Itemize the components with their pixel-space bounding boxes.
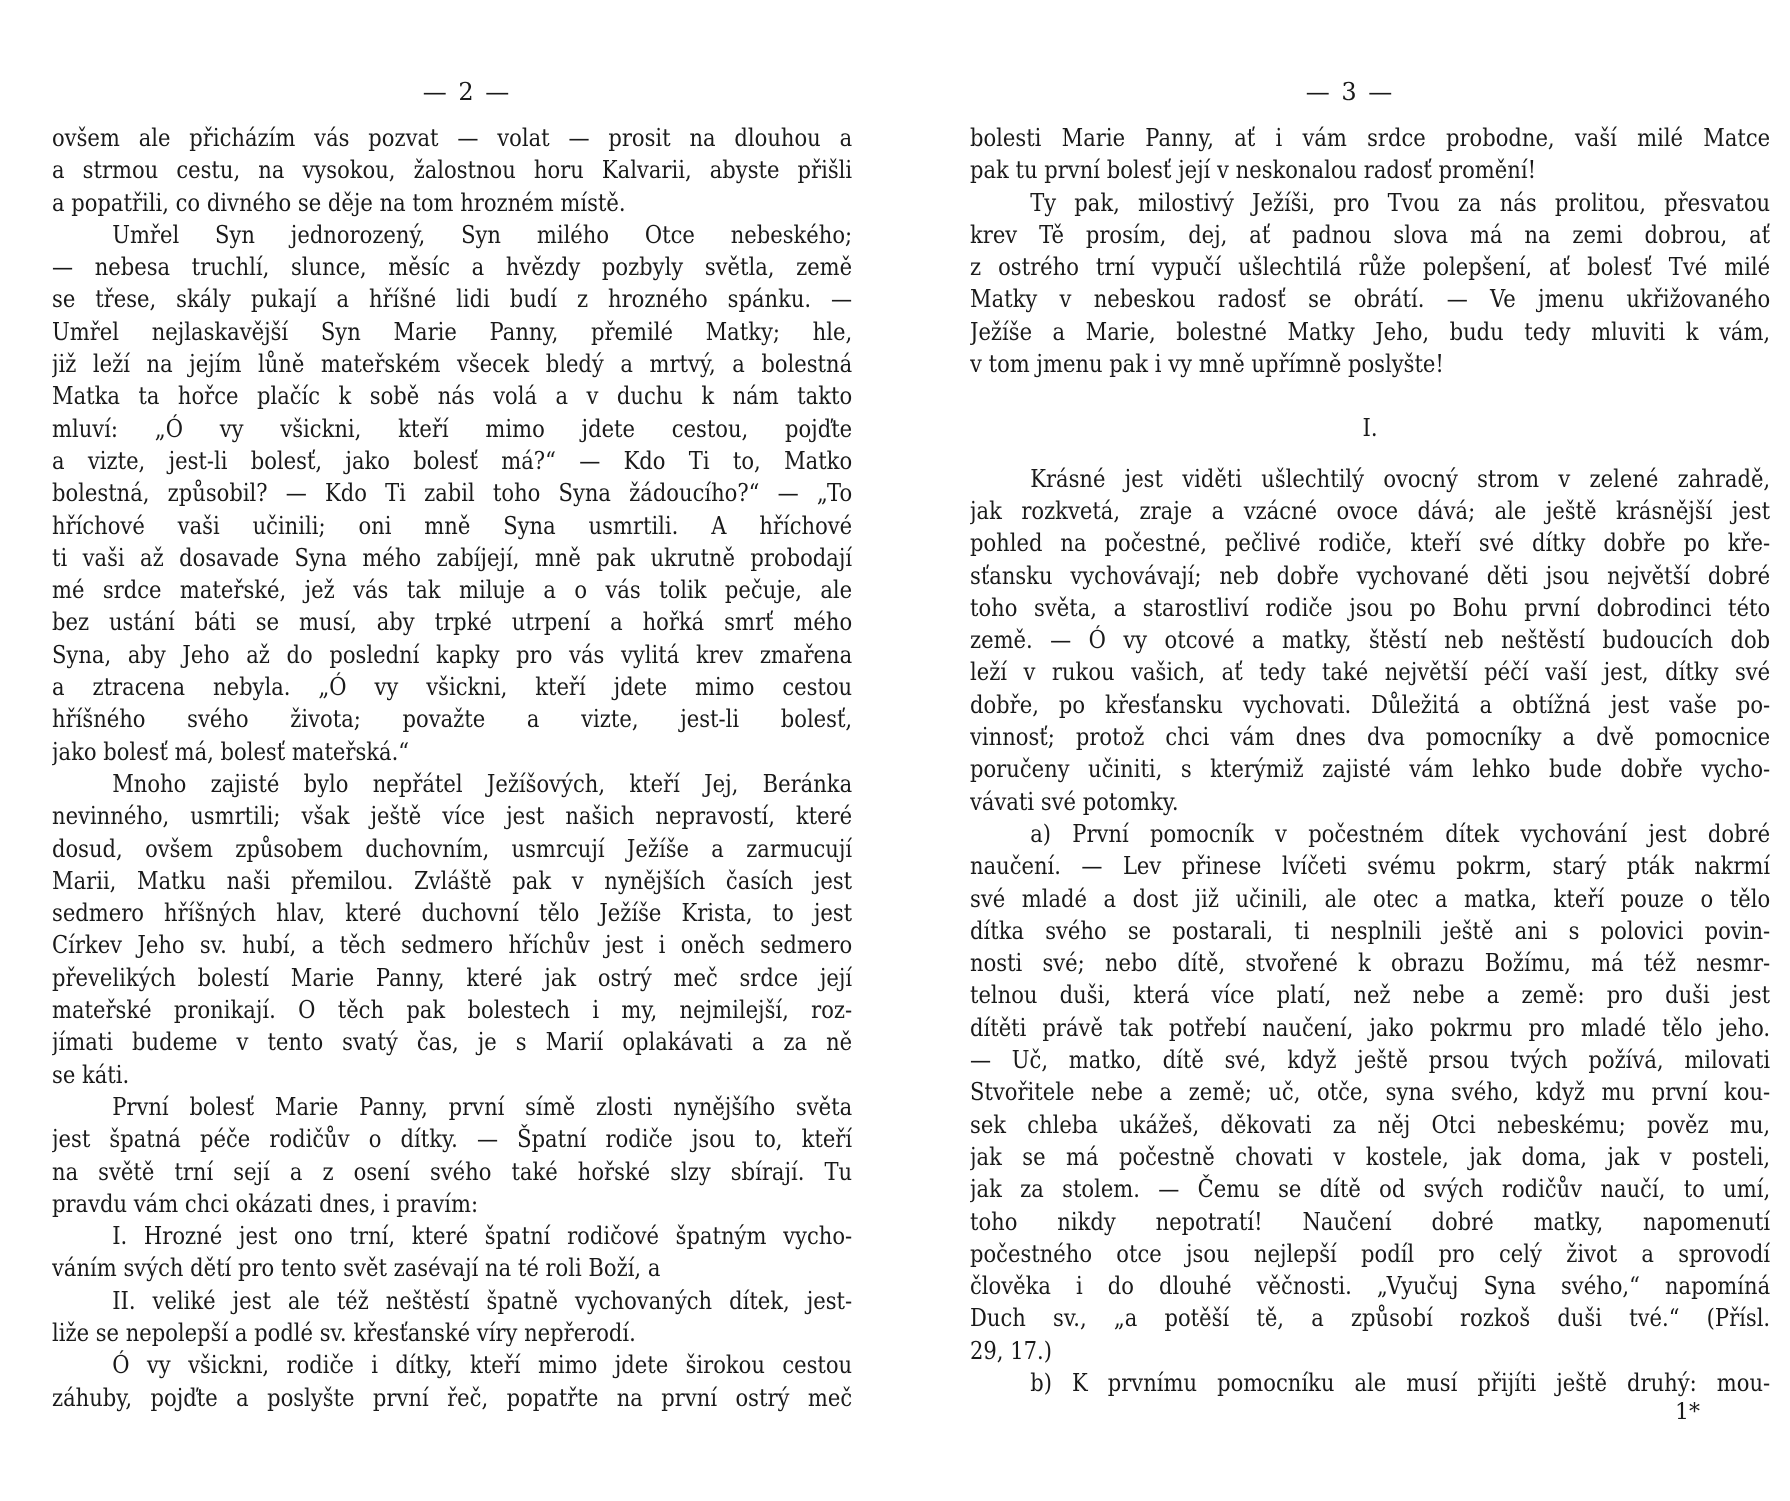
text-line: I. Hrozné jest ono trní, které špatní rodičové špatným vycho-	[112, 1221, 853, 1251]
text-line: Ó vy všickni, rodiče i dítky, kteří mimo jdete širokou cestou	[112, 1350, 853, 1380]
text-line: v tom jmenu pak i vy mně upřímně poslyšte!	[970, 349, 1444, 379]
text-line: a ztracena nebyla. „Ó vy všickni, kteří jdete mimo cestou	[52, 672, 853, 702]
right-page-text-intro	[970, 122, 1770, 380]
text-line: mé srdce mateřské, jež vás tak miluje a o vás tolik pečuje, ale	[52, 575, 853, 605]
text-line: bez ustání báti se musí, aby trpké utrpení a hořká smrť mého	[52, 607, 853, 637]
text-line: Umřel Syn jednorozený, Syn milého Otce nebeského;	[112, 219, 853, 249]
text-line: jako bolesť má, bolesť mateřská.“	[52, 736, 410, 766]
text-line: leží v rukou vašich, ať tedy také největší péčí vaší jest, dítky své	[970, 657, 1771, 687]
text-line: dítka svého se postarali, ti nesplnili ještě ani s polovici povin-	[970, 915, 1771, 945]
right-page	[970, 72, 1770, 1427]
text-line: převelikých bolestí Marie Panny, které jak ostrý meč srdce její	[52, 962, 853, 992]
text-line: vinnosť; protož chci vám dnes dva pomocníky a dvě pomocnice	[970, 722, 1771, 752]
text-line: Církev Jeho sv. hubí, a těch sedmero hříchův jest i oněch sedmero	[52, 930, 853, 960]
text-line: krev Tě prosím, dej, ať padnou slova má na zemi dobrou, ať	[970, 219, 1771, 249]
left-page	[52, 72, 852, 1414]
left-page-text	[52, 122, 852, 1414]
text-line: váním svých dětí pro tento svět zasévají na té roli Boží, a	[52, 1253, 661, 1283]
text-line: toho nikdy nepotratí! Naučení dobré matky, napomenutí	[970, 1206, 1771, 1236]
text-line: b) K prvnímu pomocníku ale musí přijíti ještě druhý: mou-	[1030, 1367, 1771, 1397]
page-number-right: — 3 —	[1305, 78, 1395, 106]
text-line: jak se má počestně chovati v kostele, jak doma, jak v posteli,	[970, 1141, 1771, 1171]
text-line: poručeny učiniti, s kterýmiž zajisté vám lehko bude dobře vycho-	[970, 754, 1771, 784]
text-line: se třese, skály pukají a hříšné lidi budí z hrozného spánku. —	[52, 284, 853, 314]
text-line: Mnoho zajisté bylo nepřátel Ježíšových, kteří Jej, Beránka	[112, 768, 853, 798]
text-line: — nebesa truchlí, slunce, měsíc a hvězdy pozbyly světla, země	[52, 252, 853, 282]
text-line: z ostrého trní vypučí ušlechtilá růže polepšení, ať bolesť Tvé milé	[970, 252, 1771, 282]
text-line: nevinného, usmrtili; však ještě více jest našich nepravostí, které	[52, 801, 853, 831]
text-line: záhuby, pojďte a poslyšte první řeč, popatřte na první ostrý meč	[52, 1382, 853, 1412]
text-line: sek chleba ukážeš, děkovati za něj Otci nebeskému; pověz mu,	[970, 1109, 1771, 1139]
right-page-text-body	[970, 463, 1770, 1400]
text-line: jest špatná péče rodičův o dítky. — Špatní rodiče jsou to, kteří	[52, 1124, 853, 1154]
text-line: a strmou cestu, na vysokou, žalostnou horu Kalvarii, abyste přišli	[52, 155, 853, 185]
text-line: telnou duši, která více platí, než nebe a země: pro duši jest	[970, 980, 1771, 1010]
text-line: hříšného svého života; považte a vizte, jest-li bolesť,	[52, 704, 853, 734]
text-line: Ty pak, milostivý Ježíši, pro Tvou za nás prolitou, přesvatou	[1030, 187, 1771, 217]
text-line: pohled na počestné, pečlivé rodiče, kteří své dítky dobře po kře-	[970, 528, 1771, 558]
text-line: dobře, po křesťansku vychovati. Důležitá a obtížná jest vaše po-	[970, 689, 1771, 719]
text-line: své mladé a dost již učinili, ale otec a matka, kteří pouze o tělo	[970, 883, 1771, 913]
text-line: jak za stolem. — Čemu se dítě od svých rodičův naučí, to umí,	[970, 1174, 1771, 1204]
text-line: toho světa, a starostliví rodiče jsou po Bohu první dobrodinci této	[970, 592, 1771, 622]
text-line: sťansku vychovávají; neb dobře vychované děti jsou největší dobré	[970, 560, 1771, 590]
catchword: 1*	[1675, 1400, 1700, 1426]
text-line: bolesti Marie Panny, ať i vám srdce probodne, vaší milé Matce	[970, 123, 1771, 152]
text-line: Syna, aby Jeho až do poslední kapky pro vás vylitá krev zmařena	[52, 639, 853, 669]
text-line: se káti.	[52, 1059, 130, 1089]
text-line: pravdu vám chci okázati dnes, i pravím:	[52, 1188, 479, 1218]
text-line: na světě trní sejí a z osení svého také hořské slzy sbírají. Tu	[52, 1156, 853, 1186]
text-line: II. veliké jest ale též neštěstí špatně vychovaných dítek, jest-	[112, 1285, 853, 1315]
text-line: počestného otce jsou nejlepší podíl pro celý život a sprovodí	[970, 1238, 1771, 1268]
text-line: Stvořitele nebe a země; uč, otče, syna svého, když mu první kou-	[970, 1077, 1771, 1107]
text-line: Krásné jest viděti ušlechtilý ovocný strom v zelené zahradě,	[1030, 463, 1771, 493]
text-line: mluví: „Ó vy všickni, kteří mimo jdete cestou, pojďte	[52, 413, 853, 443]
text-line: člověka i do dlouhé věčnosti. „Vyučuj Syna svého,“ napomíná	[970, 1271, 1771, 1301]
text-line: bolestná, způsobil? — Kdo Ti zabil toho Syna žádoucího?“ — „To	[52, 478, 853, 508]
text-line: jímati budeme v tento svatý čas, je s Marií oplakávati a za ně	[52, 1027, 853, 1057]
text-line: nosti své; nebo dítě, stvořené k obrazu Božímu, má též nesmr-	[970, 948, 1771, 978]
text-line: a) První pomocník v počestném dítek vychování jest dobré	[1030, 818, 1771, 848]
text-line: Matka ta hořce plačíc k sobě nás volá a v duchu k nám takto	[52, 381, 853, 411]
text-line: mateřské pronikají. O těch pak bolestech i my, nejmilejší, roz-	[52, 995, 853, 1025]
text-line: vávati své potomky.	[970, 786, 1179, 816]
section-heading: I.	[1362, 413, 1378, 443]
text-line: již leží na jejím lůně mateřském všecek bledý a mrtvý, a bolestná	[52, 349, 853, 379]
page-number-left: — 2 —	[422, 78, 512, 106]
text-line: jak rozkvetá, zraje a vzácné ovoce dává; ale ještě krásnější jest	[970, 495, 1771, 525]
text-line: a vizte, jest-li bolesť, jako bolesť má?“ — Kdo Ti to, Matko	[52, 445, 853, 475]
text-line: hříchové vaši učinili; oni mně Syna usmrtili. A hříchové	[52, 510, 853, 540]
text-line: 29, 17.)	[970, 1335, 1052, 1365]
text-line: ovšem ale přicházím vás pozvat — volat — prosit na dlouhou a	[52, 123, 853, 152]
text-line: — Uč, matko, dítě své, když ještě prsou tvých požívá, milovati	[970, 1045, 1771, 1075]
text-line: ti vaši až dosavade Syna mého zabíjejí, mně pak ukrutně probodají	[52, 542, 853, 572]
text-line: Umřel nejlaskavější Syn Marie Panny, přemilé Matky; hle,	[52, 316, 853, 346]
text-line: Duch sv., „a potěší tě, a způsobí rozkoš duši tvé.“ (Přísl.	[970, 1303, 1771, 1333]
text-line: a popatřili, co divného se děje na tom hrozném místě.	[52, 187, 626, 217]
text-line: liže se nepolepší a podlé sv. křesťanské víry nepřerodí.	[52, 1317, 636, 1347]
text-line: První bolesť Marie Panny, první símě zlosti nynějšího světa	[112, 1091, 853, 1121]
text-line: dítěti právě tak potřebí naučení, jako pokrmu pro mladé tělo jeho.	[970, 1012, 1771, 1042]
text-line: pak tu první bolesť její v neskonalou radosť promění!	[970, 155, 1537, 185]
text-line: Marii, Matku naši přemilou. Zvláště pak v nynějších časích jest	[52, 865, 853, 895]
text-line: dosud, ovšem způsobem duchovním, usmrcují Ježíše a zarmucují	[52, 833, 853, 863]
text-line: sedmero hříšných hlav, které duchovní tělo Ježíše Krista, to jest	[52, 898, 853, 928]
text-line: Matky v nebeskou radosť se obrátí. — Ve jmenu ukřižovaného	[970, 284, 1771, 314]
text-line: země. — Ó vy otcové a matky, štěstí neb neštěstí budoucích dob	[970, 625, 1771, 655]
text-line: naučení. — Lev přinese lvíčeti svému pokrm, starý pták nakrmí	[970, 851, 1771, 881]
text-line: Ježíše a Marie, bolestné Matky Jeho, budu tedy mluviti k vám,	[970, 316, 1771, 346]
